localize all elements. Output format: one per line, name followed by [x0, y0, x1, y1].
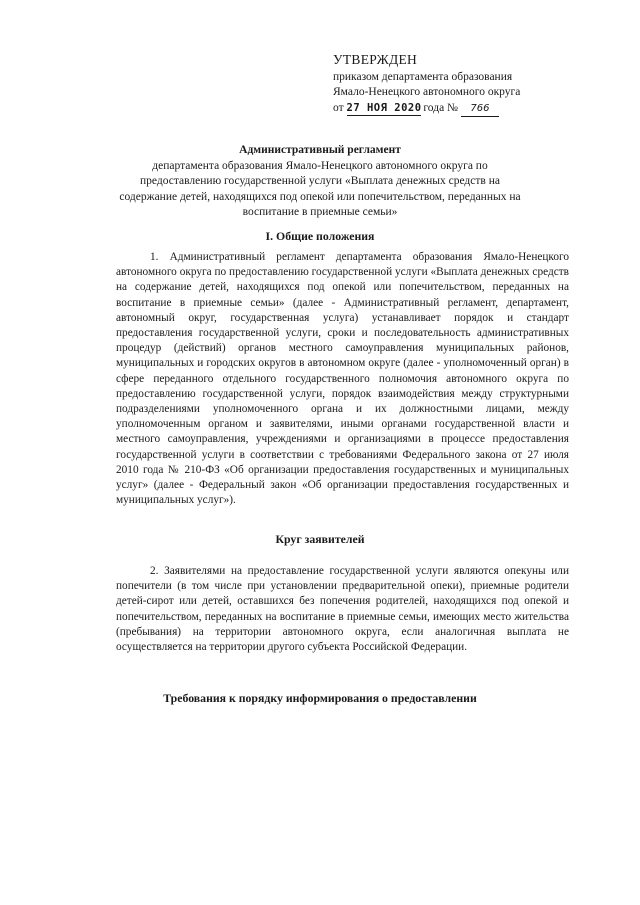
approval-order-line: приказом департамента образования: [333, 70, 513, 83]
section-informing-heading: Требования к порядку информирования о предоставлении: [163, 691, 477, 705]
document-subtitle: департамента образования Ямало-Ненецкого автономного округа по предоставлению государственной услуги «Выплата денежных средств на содержание детей, находящихся под опекой или попечительством, переданных на воспитание в приемные семьи»: [119, 159, 521, 218]
approval-region-line: Ямало-Ненецкого автономного округа: [333, 86, 521, 98]
from-label: от: [333, 101, 344, 114]
approval-heading: УТВЕРЖДЕН: [333, 52, 418, 67]
document-title: Административный регламент: [239, 144, 401, 156]
approval-stamp: [333, 52, 583, 117]
section-general-heading: I. Общие положения: [265, 229, 375, 243]
approval-number: 766: [461, 102, 499, 117]
paragraph-2: 2. Заявителями на предоставление государственной услуги являются опекуны или попечители (в том числе при установлении предварительной опеки), приемные родители детей-сирот или детей, оставшихся без попечения родителей, находящихся под опекой и попечительством, переданных на воспитание в приемные семьи, имеющих место жительства (пребывания) на территории автономного округа, если аналогичная выплата не осуществляется на территории другого субъекта Российской Федерации.: [116, 565, 569, 654]
paragraph-1: 1. Административный регламент департамента образования Ямало-Ненецкого автономного округа по предоставлению государственной услуги «Выплата денежных средств на содержание детей, находящихся под опекой или попечительством, переданных на воспитание в приемные семьи» (далее - Административный регламент, департамент, автономный округ, государственная услуга) устанавливает порядок и стандарт предоставления государственной услуги, сроки и последовательность административных процедур (действий) органов местного самоуправления муниципальных районов, муниципальных и городских округов в автономном округе (далее - уполномоченный орган) в сфере переданного отдельного государственного полномочия автономного округа по предоставлению государственной услуги, порядок взаимодействия между структурными подразделениями уполномоченного органа и их должностными лицами, между уполномоченным органом и заявителями, иными органами государственной власти и местного самоуправления, учреждениями и организациями в процессе предоставления государственной услуги в соответствии с требованиями Федерального закона от 27 июля 2010 года № 210-ФЗ «Об организации предоставления государственных и муниципальных услуг» (далее - Федеральный закон «Об организации предоставления государственных и муниципальных услуг»).: [116, 251, 569, 507]
year-number-label: года №: [423, 101, 459, 114]
section-applicants-heading: Круг заявителей: [275, 532, 365, 546]
approval-date-line: [333, 101, 583, 117]
approval-date: 27 НОЯ 2020: [346, 101, 422, 114]
document-title-block: [115, 143, 525, 221]
